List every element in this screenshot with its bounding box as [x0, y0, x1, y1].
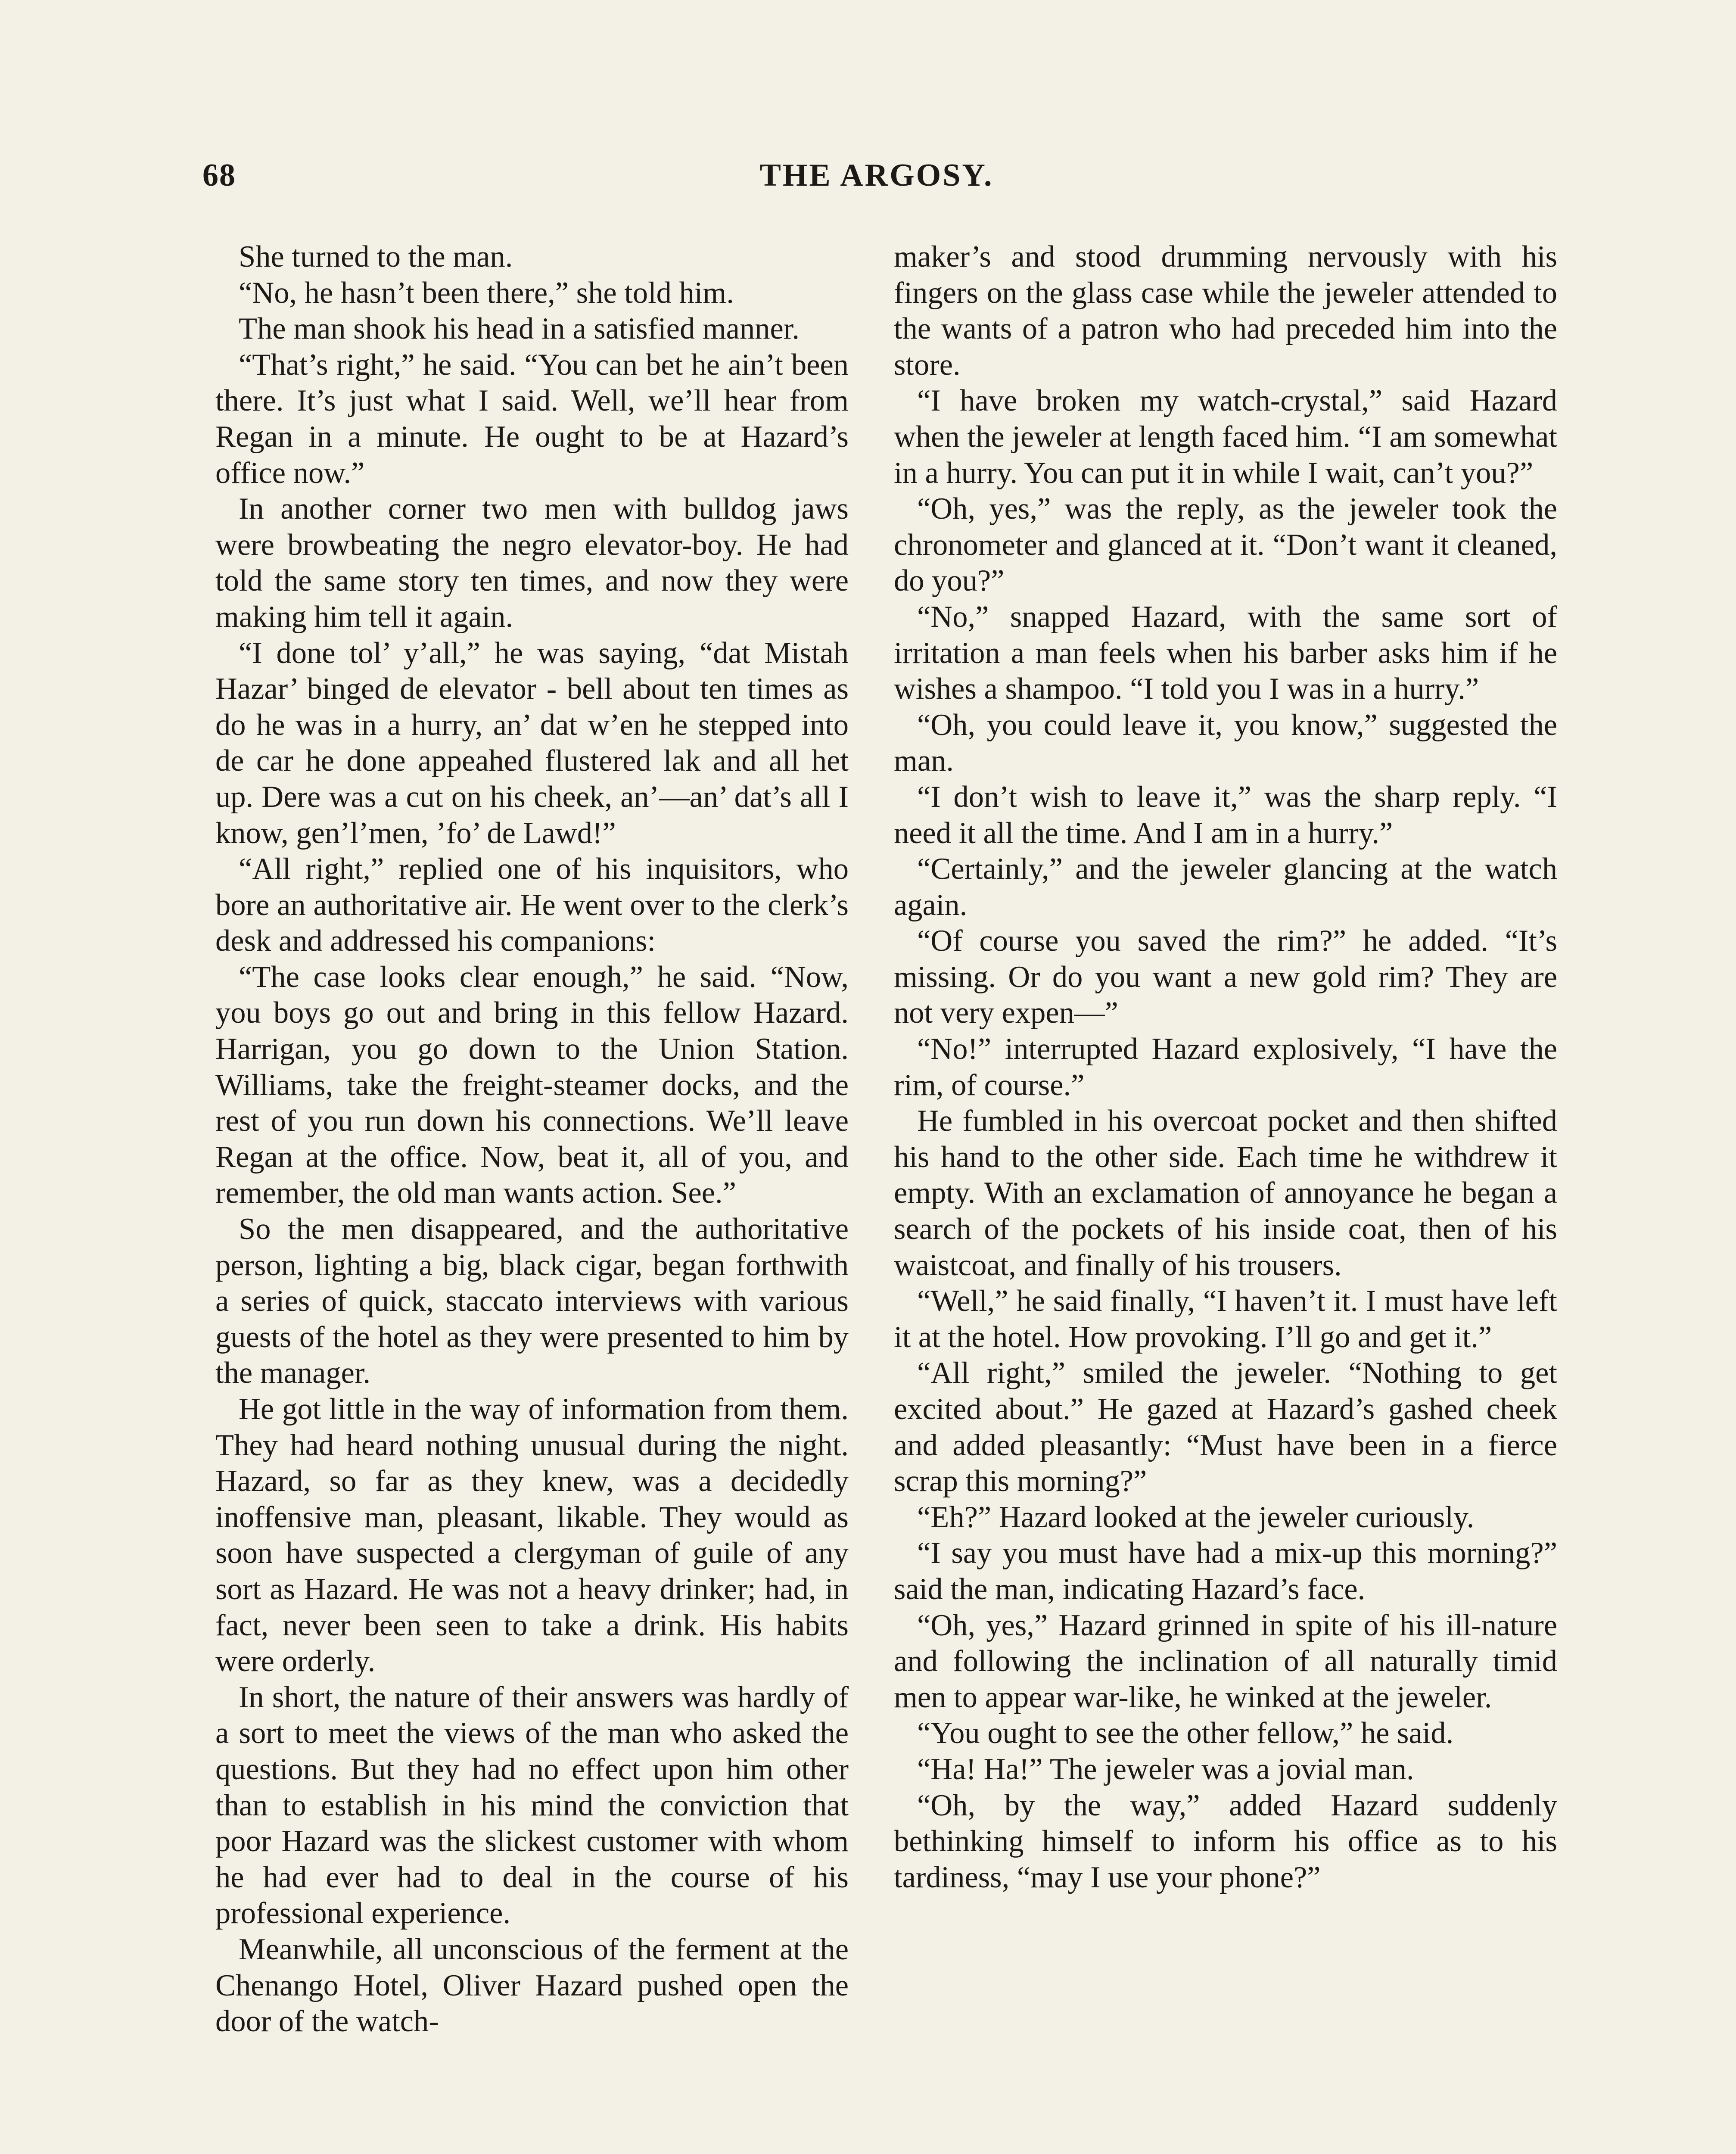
page-number: 68 — [202, 158, 236, 193]
paragraph: In short, the nature of their answers was hardly of a sort to meet the views of the man who asked the questions. But they had no effect upon him other than to establish in his mind the conviction that poor Hazard was the slickest customer with whom he had ever had to deal in the course of his professional experience. — [215, 1680, 849, 1930]
paragraph: “All right,” replied one of his inquisitors, who bore an authoritative air. He went over to the clerk’s desk and addressed his companions: — [215, 852, 849, 958]
paragraph: “I say you must have had a mix-up this morning?” said the man, indicating Hazard’s face. — [894, 1536, 1557, 1606]
paragraph: He got little in the way of information from them. They had heard nothing unusual during the night. Hazard, so far as they knew, was a decidedly inoffensive man, pleasant, likable. They would as soon have suspected a clergyman of guile of any sort as Hazard. He was not a heavy drinker; had, in fact, never been seen to take a drink. His habits were orderly. — [215, 1392, 849, 1678]
paragraph: “The case looks clear enough,” he said. “Now, you boys go out and bring in this fellow Hazard. Harrigan, you go down to the Union Station. Williams, take the freight-steamer docks, and the rest of you run down his connections. We’ll leave Regan at the office. Now, beat it, all of you, and remember, the old man wants action. See.” — [215, 960, 849, 1210]
paragraph: She turned to the man. — [239, 240, 513, 274]
paragraph: Meanwhile, all unconscious of the ferment at the Chenango Hotel, Oliver Hazard pushed open the door of the watch- — [215, 1932, 849, 2039]
paragraph: “Oh, yes,” was the reply, as the jeweler took the chronometer and glanced at it. “Don’t want it cleaned, do you?” — [894, 492, 1557, 598]
running-head: THE ARGOSY. — [759, 158, 994, 193]
paragraph: “Well,” he said finally, “I haven’t it. I must have left it at the hotel. How provoking. I’ll go and get it.” — [894, 1284, 1557, 1354]
paragraph: “Oh, by the way,” added Hazard suddenly bethinking himself to inform his office as to his tardiness, “may I use your phone?” — [894, 1788, 1557, 1894]
right-column — [894, 239, 1557, 1896]
paragraph: “You ought to see the other fellow,” he said. — [917, 1716, 1454, 1750]
paragraph: “No,” snapped Hazard, with the same sort of irritation a man feels when his barber asks him if he wishes a shampoo. “I told you I was in a hurry.” — [894, 600, 1557, 706]
paragraph: “Of course you saved the rim?” he added. “It’s missing. Or do you want a new gold rim? They are not very expen—” — [894, 924, 1557, 1030]
paragraph: maker’s and stood drumming nervously with his fingers on the glass case while the jeweler attended to the wants of a patron who had preceded him into the store. — [894, 240, 1557, 382]
paragraph: So the men disappeared, and the authoritative person, lighting a big, black cigar, began forthwith a series of quick, staccato interviews with various guests of the hotel as they were presented to him by the manager. — [215, 1212, 849, 1390]
paragraph: In another corner two men with bulldog jaws were browbeating the negro elevator-boy. He had told the same story ten times, and now they were making him tell it again. — [215, 492, 849, 634]
paragraph: “No, he hasn’t been there,” she told him. — [239, 276, 734, 310]
paragraph: “I have broken my watch-crystal,” said Hazard when the jeweler at length faced him. “I am somewhat in a hurry. You can put it in while I wait, can’t you?” — [894, 384, 1557, 490]
paragraph: “Certainly,” and the jeweler glancing at the watch again. — [894, 852, 1557, 922]
paragraph: “That’s right,” he said. “You can bet he ain’t been there. It’s just what I said. Well, we’ll hear from Regan in a minute. He ought to be at Hazard’s office now.” — [215, 348, 849, 490]
paragraph: He fumbled in his overcoat pocket and then shifted his hand to the other side. Each time he withdrew it empty. With an exclamation of annoyance he began a search of the pockets of his inside coat, then of his waistcoat, and finally of his trousers. — [894, 1104, 1557, 1282]
paragraph: “All right,” smiled the jeweler. “Nothing to get excited about.” He gazed at Hazard’s gashed cheek and added pleasantly: “Must have been in a fierce scrap this morning?” — [894, 1356, 1557, 1498]
paragraph: “Oh, yes,” Hazard grinned in spite of his ill-nature and following the inclination of all naturally timid men to appear war-like, he winked at the jeweler. — [894, 1608, 1557, 1714]
paragraph: “I don’t wish to leave it,” was the sharp reply. “I need it all the time. And I am in a hurry.” — [894, 780, 1557, 850]
paragraph: “I done tol’ y’all,” he was saying, “dat Mistah Hazar’ binged de elevator - bell about ten times as do he was in a hurry, an’ dat w’en he stepped into de car he done appeahed flustered lak and all het up. Dere was a cut on his cheek, an’—an’ dat’s all I know, gen’l’men, ’fo’ de Lawd!” — [215, 636, 849, 850]
paragraph: “Ha! Ha!” The jeweler was a jovial man. — [917, 1752, 1414, 1786]
paragraph: “Eh?” Hazard looked at the jeweler curiously. — [917, 1500, 1475, 1534]
paragraph: “Oh, you could leave it, you know,” suggested the man. — [894, 708, 1557, 778]
paragraph: The man shook his head in a satisfied manner. — [239, 312, 800, 346]
paragraph: “No!” interrupted Hazard explosively, “I have the rim, of course.” — [894, 1032, 1557, 1102]
left-column — [215, 239, 849, 2040]
